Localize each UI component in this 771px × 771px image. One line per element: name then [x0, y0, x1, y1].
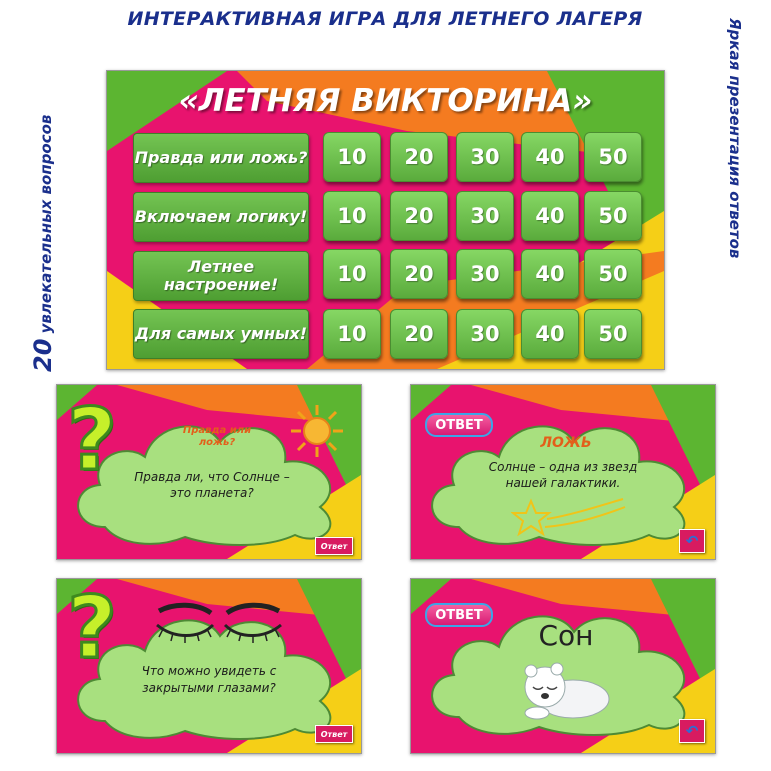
score-button-r3-30[interactable]: 30	[456, 249, 514, 299]
score-button-r2-40[interactable]: 40	[521, 191, 579, 241]
page-title: ИНТЕРАКТИВНАЯ ИГРА ДЛЯ ЛЕТНЕГО ЛАГЕРЯ	[127, 8, 643, 30]
answer-text: Солнце – одна из звезд нашей галактики.	[488, 460, 638, 490]
answer-title: Сон	[538, 619, 594, 652]
question-text: Правда ли, что Солнце – это планета?	[134, 470, 290, 500]
question-count: 20	[29, 338, 57, 372]
score-button-r1-40[interactable]: 40	[521, 132, 579, 182]
score-button-r2-50[interactable]: 50	[584, 191, 642, 241]
question-slide-2	[56, 578, 362, 754]
question-mark-icon: ?	[67, 578, 117, 678]
category-smartest[interactable]: Для самых умных!	[133, 309, 309, 359]
game-board-slide	[106, 70, 665, 370]
answer-slide-1	[410, 384, 716, 560]
category-logic[interactable]: Включаем логику!	[133, 192, 309, 242]
sun-icon	[289, 403, 345, 459]
score-button-r1-30[interactable]: 30	[456, 132, 514, 182]
score-button-r4-40[interactable]: 40	[521, 309, 579, 359]
score-button-r4-30[interactable]: 30	[456, 309, 514, 359]
side-caption-right: Яркая презентация ответов	[726, 18, 744, 259]
side-caption-left	[29, 115, 57, 372]
category-summer-mood[interactable]: Летнее настроение!	[133, 251, 309, 301]
question-count-text: увлекательных вопросов	[37, 114, 55, 334]
score-button-r4-10[interactable]: 10	[323, 309, 381, 359]
star-icon	[511, 497, 631, 543]
question-text: Что можно увидеть с закрытыми глазами?	[141, 664, 277, 695]
score-button-r1-10[interactable]: 10	[323, 132, 381, 182]
answer-slide-2	[410, 578, 716, 754]
board-title: «ЛЕТНЯЯ ВИКТОРИНА»	[178, 83, 593, 119]
sleeping-bear-icon	[517, 659, 613, 721]
closed-eyes-icon	[149, 601, 289, 645]
score-button-r3-10[interactable]: 10	[323, 249, 381, 299]
score-button-r4-20[interactable]: 20	[390, 309, 448, 359]
score-button-r3-40[interactable]: 40	[521, 249, 579, 299]
question-mark-icon: ?	[67, 390, 117, 490]
score-button-r3-50[interactable]: 50	[584, 249, 642, 299]
answer-badge: ОТВЕТ	[425, 413, 493, 437]
score-button-r2-30[interactable]: 30	[456, 191, 514, 241]
score-button-r4-50[interactable]: 50	[584, 309, 642, 359]
answer-title: ЛОЖЬ	[540, 435, 592, 451]
return-arrow-icon[interactable]: ↶	[679, 529, 705, 553]
category-true-false[interactable]: Правда или ложь?	[133, 133, 309, 183]
question-category-label: Правда или ложь?	[182, 425, 252, 448]
score-button-r1-50[interactable]: 50	[584, 132, 642, 182]
return-arrow-icon[interactable]: ↶	[679, 719, 705, 743]
answer-badge: ОТВЕТ	[425, 603, 493, 627]
answer-button[interactable]: Ответ	[315, 725, 353, 743]
score-button-r3-20[interactable]: 20	[390, 249, 448, 299]
score-button-r1-20[interactable]: 20	[390, 132, 448, 182]
score-button-r2-20[interactable]: 20	[390, 191, 448, 241]
score-button-r2-10[interactable]: 10	[323, 191, 381, 241]
answer-button[interactable]: Ответ	[315, 537, 353, 555]
question-slide-1	[56, 384, 362, 560]
